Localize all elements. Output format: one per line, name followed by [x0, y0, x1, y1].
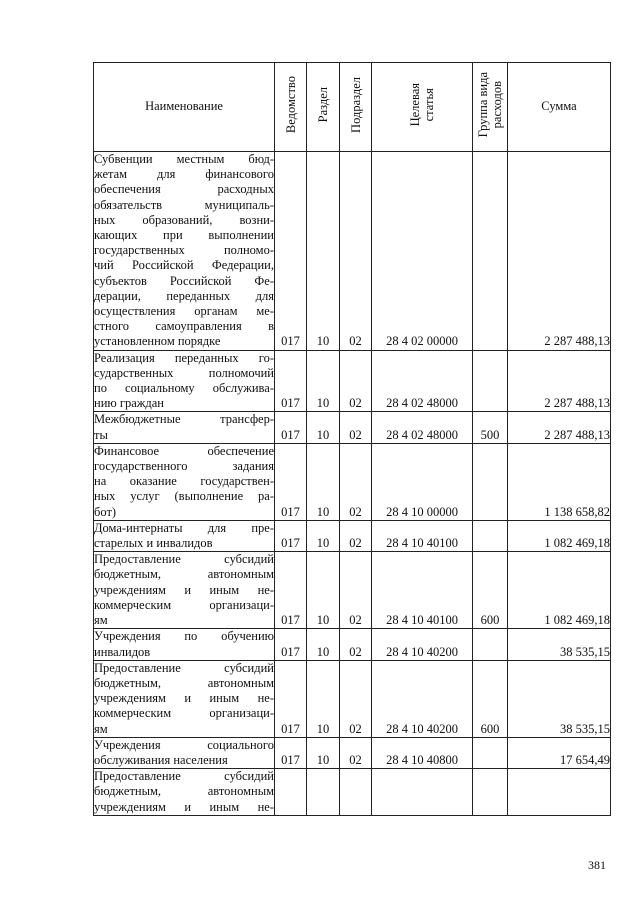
row-group: 600	[473, 660, 508, 737]
row-target: 28 4 10 00000	[372, 443, 473, 520]
header-row	[94, 63, 611, 152]
row-name	[94, 152, 275, 351]
row-name-line: инвалидов	[94, 644, 151, 659]
row-dept	[275, 769, 307, 816]
row-name-line: ных услуг (выполнение ра-	[94, 489, 274, 504]
row-name-line: Предоставление субсидий	[94, 660, 274, 675]
row-name-line: жетам для финансового	[94, 167, 274, 182]
row-name-line: ты	[94, 427, 108, 442]
row-name-line: коммерческим организаци-	[94, 706, 274, 721]
row-sum: 1 138 658,82	[508, 443, 611, 520]
row-name-line: стного самоуправления в	[94, 319, 274, 334]
row-sum	[508, 769, 611, 816]
row-group	[473, 350, 508, 412]
header-group: Группа вида расходов	[473, 63, 508, 152]
row-subsection: 02	[340, 737, 372, 768]
row-name-line: ных образований, возни-	[94, 212, 274, 227]
row-subsection: 02	[340, 552, 372, 629]
row-dept: 017	[275, 552, 307, 629]
row-target: 28 4 02 48000	[372, 412, 473, 443]
row-sum: 1 082 469,18	[508, 552, 611, 629]
row-section: 10	[307, 520, 340, 551]
row-name	[94, 552, 275, 629]
row-subsection: 02	[340, 152, 372, 351]
row-name-line: дерации, переданных для	[94, 288, 274, 303]
row-sum: 2 287 488,13	[508, 412, 611, 443]
row-dept: 017	[275, 520, 307, 551]
header-section: Раздел	[307, 63, 340, 152]
table-row	[94, 350, 611, 412]
row-name-line: Реализация переданных го-	[94, 350, 274, 365]
table-row	[94, 412, 611, 443]
row-name-line: по социальному обслужива-	[94, 381, 274, 396]
row-target: 28 4 10 40800	[372, 737, 473, 768]
row-dept: 017	[275, 629, 307, 660]
header-sum: Сумма	[508, 63, 611, 152]
row-section: 10	[307, 552, 340, 629]
table-row	[94, 443, 611, 520]
row-name-line: бюджетным, автономным	[94, 675, 274, 690]
row-group: 600	[473, 552, 508, 629]
row-name-line: Учреждения социального	[94, 737, 274, 752]
row-group	[473, 520, 508, 551]
row-target: 28 4 10 40200	[372, 660, 473, 737]
row-dept: 017	[275, 737, 307, 768]
row-name-line: ям	[94, 613, 108, 628]
page-number: 381	[588, 858, 606, 872]
row-dept: 017	[275, 443, 307, 520]
row-sum: 38 535,15	[508, 629, 611, 660]
row-sum: 2 287 488,13	[508, 350, 611, 412]
row-dept: 017	[275, 152, 307, 351]
row-name-line: старелых и инвалидов	[94, 536, 213, 551]
table-row	[94, 152, 611, 351]
row-name	[94, 443, 275, 520]
row-name-line: бюджетным, автономным	[94, 784, 274, 799]
row-name-line: сударственных полномочий	[94, 365, 274, 380]
row-group: 500	[473, 412, 508, 443]
header-target: Целевая статья	[372, 63, 473, 152]
row-section	[307, 769, 340, 816]
budget-table	[93, 62, 611, 816]
row-name-line: обеспечения расходных	[94, 182, 274, 197]
table-row	[94, 520, 611, 551]
row-sum: 1 082 469,18	[508, 520, 611, 551]
row-group	[473, 629, 508, 660]
row-name	[94, 520, 275, 551]
row-name-line: коммерческим организаци-	[94, 597, 274, 612]
row-target: 28 4 02 48000	[372, 350, 473, 412]
row-name-line: Дома-интернаты для пре-	[94, 520, 274, 535]
row-subsection	[340, 769, 372, 816]
row-dept: 017	[275, 350, 307, 412]
row-subsection: 02	[340, 660, 372, 737]
header-dept: Ведомство	[275, 63, 307, 152]
row-name-line: обязательств муниципаль-	[94, 197, 274, 212]
row-subsection: 02	[340, 629, 372, 660]
table-row	[94, 769, 611, 816]
row-name-line: осуществления органам ме-	[94, 304, 274, 319]
row-name-line: Финансовое обеспечение	[94, 443, 274, 458]
row-subsection: 02	[340, 443, 372, 520]
row-name-line: государственных полномо-	[94, 243, 274, 258]
row-target: 28 4 10 40100	[372, 520, 473, 551]
row-group	[473, 769, 508, 816]
header-subsection: Подраздел	[340, 63, 372, 152]
row-name-line: учреждениям и иным не-	[94, 799, 274, 814]
row-name	[94, 350, 275, 412]
row-section: 10	[307, 737, 340, 768]
row-group	[473, 152, 508, 351]
row-subsection: 02	[340, 412, 372, 443]
row-name-line: государственного задания	[94, 459, 274, 474]
row-sum: 17 654,49	[508, 737, 611, 768]
row-name-line: обслуживания населения	[94, 752, 228, 767]
row-name-line: бот)	[94, 504, 117, 519]
row-name-line: Учреждения по обучению	[94, 629, 274, 644]
row-target: 28 4 10 40100	[372, 552, 473, 629]
row-sum: 2 287 488,13	[508, 152, 611, 351]
row-section: 10	[307, 152, 340, 351]
header-name: Наименование	[94, 63, 275, 152]
row-name-line: Субвенции местным бюд-	[94, 152, 274, 166]
row-group	[473, 443, 508, 520]
row-dept: 017	[275, 660, 307, 737]
row-subsection: 02	[340, 350, 372, 412]
row-target	[372, 769, 473, 816]
row-name-line: учреждениям и иным не-	[94, 582, 274, 597]
row-section: 10	[307, 443, 340, 520]
row-section: 10	[307, 629, 340, 660]
row-name-line: нию граждан	[94, 396, 165, 411]
row-name	[94, 737, 275, 768]
row-name	[94, 660, 275, 737]
table-row	[94, 660, 611, 737]
row-name	[94, 769, 275, 816]
row-name-line: Межбюджетные трансфер-	[94, 412, 274, 427]
row-name-line: учреждениям и иным не-	[94, 691, 274, 706]
row-section: 10	[307, 350, 340, 412]
row-name-line: чий Российской Федерации,	[94, 258, 274, 273]
row-section: 10	[307, 412, 340, 443]
row-name	[94, 629, 275, 660]
row-name-line: субъектов Российской Фе-	[94, 273, 274, 288]
row-target: 28 4 10 40200	[372, 629, 473, 660]
row-subsection: 02	[340, 520, 372, 551]
row-group	[473, 737, 508, 768]
row-name-line: на оказание государствен-	[94, 474, 274, 489]
table-row	[94, 552, 611, 629]
row-name	[94, 412, 275, 443]
row-section: 10	[307, 660, 340, 737]
row-target: 28 4 02 00000	[372, 152, 473, 351]
table-row	[94, 629, 611, 660]
row-name-line: Предоставление субсидий	[94, 769, 274, 784]
row-name-line: установленном порядке	[94, 334, 221, 349]
row-name-line: кающих при выполнении	[94, 228, 274, 243]
row-name-line: бюджетным, автономным	[94, 567, 274, 582]
row-dept: 017	[275, 412, 307, 443]
row-name-line: Предоставление субсидий	[94, 552, 274, 567]
table-row	[94, 737, 611, 768]
row-sum: 38 535,15	[508, 660, 611, 737]
row-name-line: ям	[94, 721, 108, 736]
